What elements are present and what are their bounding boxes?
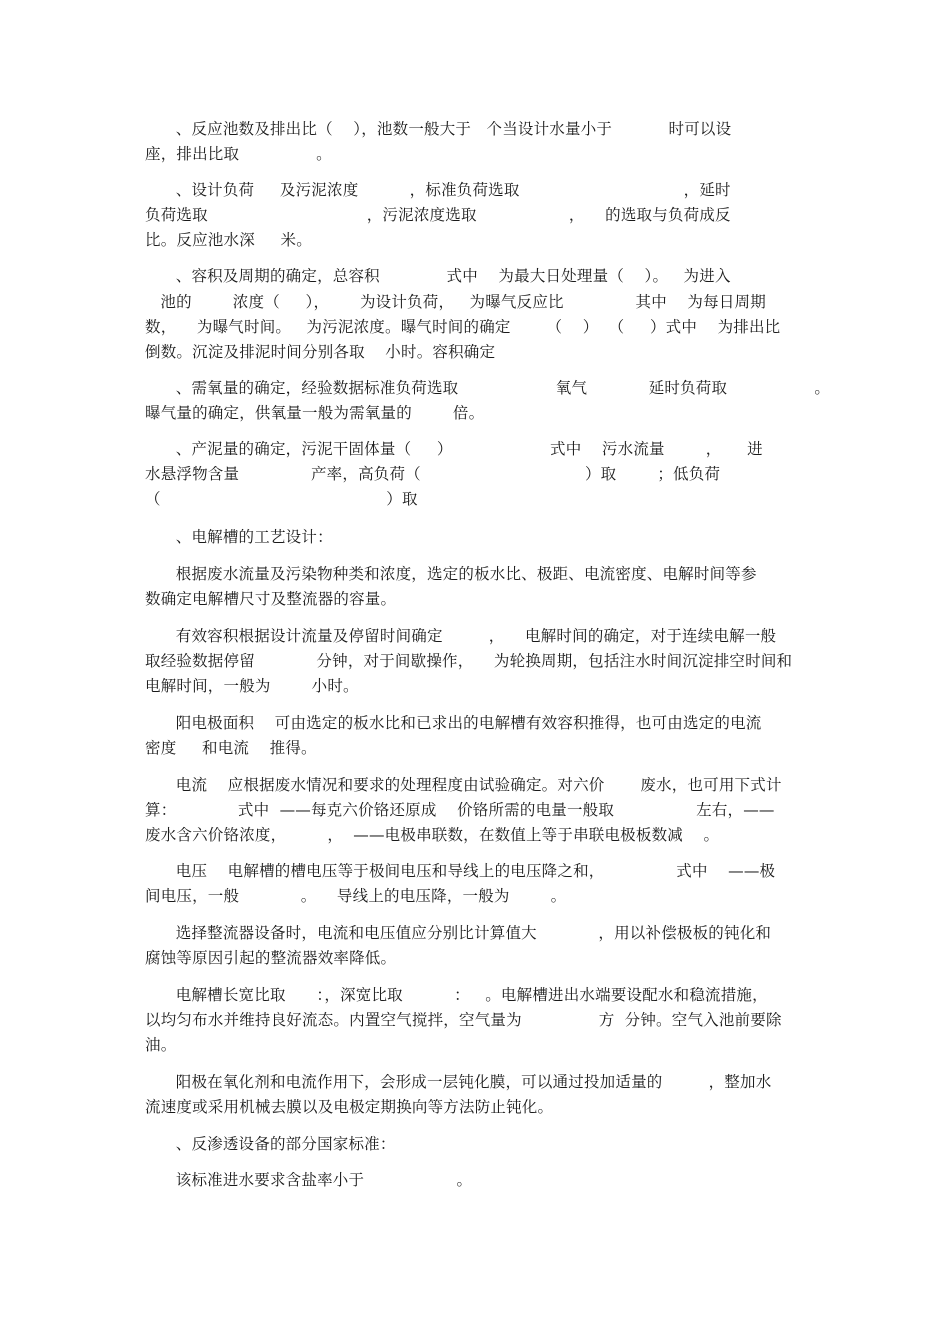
text-line: 根据废水流量及污染物种类和浓度，选定的板水比、极距、电流密度、电解时间等参	[145, 565, 757, 583]
text-line: 池的 浓度（ ）， 为设计负荷， 为曝气反应比 其中 为每日周期	[145, 293, 766, 311]
text-line: 该标准进水要求含盐率小于 。	[145, 1171, 473, 1189]
text-line: 电流 应根据废水情况和要求的处理程度由试验确定。对六价 废水，也可用下式计	[145, 776, 782, 794]
text-line: 电解槽长宽比取 ：，深宽比取 ： 。电解槽进出水端要设配水和稳流措施，	[145, 986, 768, 1004]
text-line: 取经验数据停留 分钟，对于间歇操作， 为轮换周期，包括注水时间沉淀排空时间和	[145, 652, 793, 670]
text-line: 阳电极面积 可由选定的板水比和已求出的电解槽有效容积推得，也可由选定的电流	[145, 714, 762, 732]
text-line: 、容积及周期的确定，总容积 式中 为最大日处理量（ ）。 为进入	[145, 267, 731, 285]
text-line: 腐蚀等原因引起的整流器效率降低。	[145, 949, 397, 967]
text-line: 废水含六价铬浓度， ， ——电极串联数，在数值上等于串联电极板数减 。	[145, 826, 720, 844]
text-line: 间电压，一般 。 导线上的电压降，一般为 。	[145, 887, 567, 905]
text-line: 倒数。沉淀及排泥时间分别各取 小时。容积确定	[145, 343, 496, 361]
text-line: 选择整流器设备时，电流和电压值应分别比计算值大 ，用以补偿极板的钝化和	[145, 924, 772, 942]
text-line: 水悬浮物含量 产率，高负荷（ ）取 ；低负荷	[145, 465, 721, 483]
text-line: 电压 电解槽的槽电压等于极间电压和导线上的电压降之和， 式中 ——极	[145, 862, 776, 880]
text-line: 座，排出比取 。	[145, 145, 332, 163]
text-line: 有效容积根据设计流量及停留时间确定 ， 电解时间的确定，对于连续电解一般	[145, 627, 777, 645]
text-line: 以均匀布水并维持良好流态。内置空气搅拌，空气量为 方 分钟。空气入池前要除	[145, 1011, 782, 1029]
text-line: 流速度或采用机械去膜以及电极定期换向等方法防止钝化。	[145, 1098, 554, 1116]
text-line: 数， 为曝气时间。 为污泥浓度。曝气时间的确定 （ ） （ ）式中 为排出比	[145, 318, 781, 336]
text-line: （ ）取	[145, 490, 418, 508]
text-line: 、设计负荷 及污泥浓度 ，标准负荷选取 ，延时	[145, 181, 731, 199]
text-line: 、需氧量的确定，经验数据标准负荷选取 氧气 延时负荷取 。	[145, 379, 831, 397]
text-line: 电解时间，一般为 小时。	[145, 677, 359, 695]
text-line: 、反应池数及排出比（ ），池数一般大于 个当设计水量小于 时可以设	[145, 120, 732, 138]
text-line: 油。	[145, 1036, 177, 1054]
text-line: 密度 和电流 推得。	[145, 739, 317, 757]
text-line: 负荷选取 ，污泥浓度选取 ， 的选取与负荷成反	[145, 206, 731, 224]
text-line: 、产泥量的确定，污泥干固体量（ ） 式中 污水流量 ， 进	[145, 440, 763, 458]
text-line: 曝气量的确定，供氧量一般为需氧量的 倍。	[145, 404, 485, 422]
text-line: 数确定电解槽尺寸及整流器的容量。	[145, 590, 397, 608]
section-heading: 、反渗透设备的部分国家标准：	[145, 1135, 396, 1153]
text-line: 比。反应池水深 米。	[145, 231, 312, 249]
text-line: 算： 式中 ——每克六价铬还原成 价铬所需的电量一般取 左右，——	[145, 801, 775, 819]
section-heading: 、电解槽的工艺设计：	[145, 528, 333, 546]
text-line: 阳极在氧化剂和电流作用下，会形成一层钝化膜，可以通过投加适量的 ，整加水	[145, 1073, 772, 1091]
